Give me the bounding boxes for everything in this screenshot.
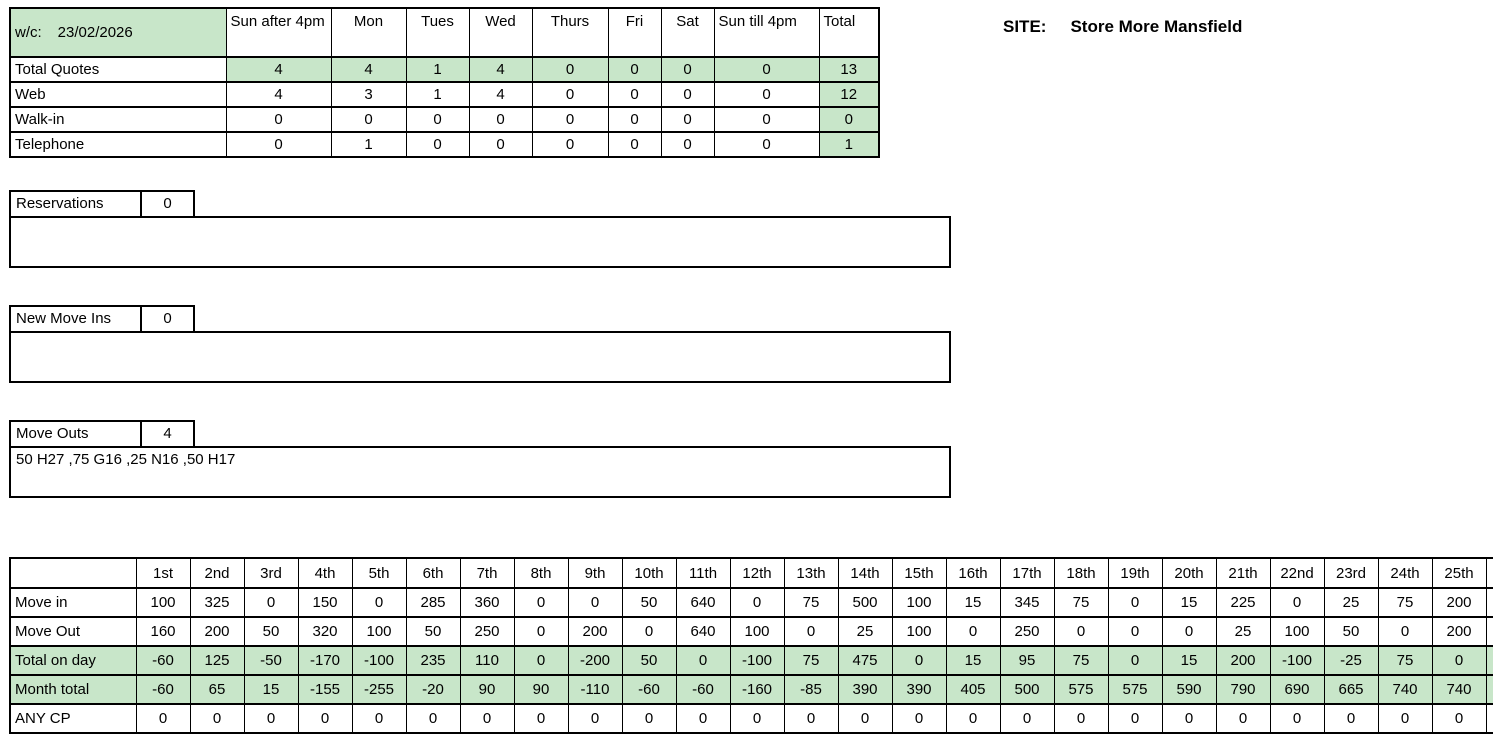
weekly-day-header: Fri [608,8,661,57]
daily-value-cell: 790 [1216,675,1270,704]
daily-value-cell: 0 [136,704,190,733]
daily-value-cell: 15 [1162,588,1216,617]
daily-value-cell: 0 [730,588,784,617]
weekly-row-label: Web [10,82,226,107]
daily-value-cell: 50 [406,617,460,646]
daily-row-label: Total on day [10,646,136,675]
weekly-day-header: Sun till 4pm [714,8,819,57]
daily-value-cell: 0 [1432,646,1486,675]
daily-value-cell: -110 [568,675,622,704]
daily-clipped-cell [1486,617,1493,646]
daily-value-cell: 0 [892,646,946,675]
daily-value-cell: 320 [298,617,352,646]
daily-day-header: 2nd [190,558,244,588]
daily-value-cell: 0 [1108,588,1162,617]
weekly-value-cell: 0 [532,82,608,107]
daily-value-cell: 500 [1000,675,1054,704]
daily-value-cell: 0 [784,704,838,733]
daily-value-cell: 0 [514,588,568,617]
daily-value-cell: 285 [406,588,460,617]
daily-corner-cell [10,558,136,588]
daily-value-cell: 640 [676,588,730,617]
daily-value-cell: -155 [298,675,352,704]
daily-value-cell: 0 [1270,704,1324,733]
daily-value-cell: 740 [1378,675,1432,704]
daily-value-cell: 0 [622,617,676,646]
daily-value-cell: -170 [298,646,352,675]
weekly-value-cell: 0 [608,132,661,157]
daily-value-cell: 65 [190,675,244,704]
daily-day-header: 3rd [244,558,298,588]
daily-value-cell: 235 [406,646,460,675]
daily-value-cell: 200 [568,617,622,646]
daily-value-cell: 50 [1324,617,1378,646]
daily-value-cell: 0 [568,704,622,733]
daily-value-cell: 0 [514,617,568,646]
daily-row [10,704,1493,733]
daily-row-label: Move Out [10,617,136,646]
daily-row-label: Month total [10,675,136,704]
daily-value-cell: 575 [1054,675,1108,704]
daily-value-cell: 0 [190,704,244,733]
daily-value-cell: 90 [514,675,568,704]
section-new-move-ins [9,305,951,383]
weekly-value-cell: 0 [226,132,331,157]
daily-value-cell: 0 [352,704,406,733]
daily-value-cell: 50 [622,588,676,617]
weekly-value-cell: 0 [661,132,714,157]
daily-value-cell: 75 [784,646,838,675]
daily-value-cell: -60 [676,675,730,704]
weekly-value-cell: 0 [608,82,661,107]
weekly-value-cell: 0 [331,107,406,132]
weekly-value-cell: 0 [406,107,469,132]
weekly-day-header: Sat [661,8,714,57]
weekly-value-cell: 0 [714,82,819,107]
daily-value-cell: 0 [568,588,622,617]
daily-value-cell: 390 [892,675,946,704]
daily-value-cell: 0 [514,704,568,733]
weekly-value-cell: 0 [714,57,819,82]
daily-value-cell: 0 [676,646,730,675]
weekly-day-header: Sun after 4pm [226,8,331,57]
daily-value-cell: 200 [190,617,244,646]
daily-value-cell: 575 [1108,675,1162,704]
weekly-row-label: Telephone [10,132,226,157]
daily-row [10,588,1493,617]
daily-value-cell: 15 [946,588,1000,617]
daily-value-cell: 125 [190,646,244,675]
move-outs-notes: 50 H27 ,75 G16 ,25 N16 ,50 H17 [9,446,951,498]
weekly-value-cell: 0 [469,132,532,157]
daily-value-cell: 690 [1270,675,1324,704]
daily-value-cell: 150 [298,588,352,617]
daily-value-cell: 75 [784,588,838,617]
daily-value-cell: -25 [1324,646,1378,675]
daily-value-cell: 475 [838,646,892,675]
section-reservations [9,190,951,268]
daily-day-header: 19th [1108,558,1162,588]
daily-day-header: 12th [730,558,784,588]
daily-value-cell: 90 [460,675,514,704]
weekly-day-header: Mon [331,8,406,57]
daily-value-cell: 0 [244,588,298,617]
weekly-value-cell: 0 [469,107,532,132]
weekly-day-header: Tues [406,8,469,57]
daily-value-cell: 25 [838,617,892,646]
daily-value-cell: 0 [946,617,1000,646]
daily-value-cell: -200 [568,646,622,675]
weekly-value-cell: 4 [469,57,532,82]
weekly-total-cell: 0 [819,107,879,132]
daily-day-header: 11th [676,558,730,588]
daily-value-cell: 0 [1054,704,1108,733]
daily-value-cell: -100 [352,646,406,675]
weekly-day-header: Total [819,8,879,57]
daily-value-cell: 0 [892,704,946,733]
daily-clipped-cell [1486,675,1493,704]
daily-value-cell: 500 [838,588,892,617]
daily-day-header: 8th [514,558,568,588]
weekly-value-cell: 0 [532,57,608,82]
weekly-value-cell: 0 [608,107,661,132]
reservations-notes [9,216,951,268]
daily-value-cell: 405 [946,675,1000,704]
weekly-value-cell: 4 [331,57,406,82]
daily-day-header: 6th [406,558,460,588]
daily-day-header: 5th [352,558,406,588]
weekly-value-cell: 0 [406,132,469,157]
daily-value-cell: 100 [352,617,406,646]
daily-day-header: 20th [1162,558,1216,588]
daily-day-header: 1st [136,558,190,588]
daily-clipped-cell [1486,588,1493,617]
site-header [1003,17,1242,37]
move-outs-label: Move Outs [9,420,142,448]
weekly-total-cell: 13 [819,57,879,82]
site-name: Store More Mansfield [1070,17,1243,36]
daily-value-cell: 0 [1108,704,1162,733]
weekly-quotes-table [9,7,880,158]
daily-value-cell: 200 [1216,646,1270,675]
daily-value-cell: 0 [1108,617,1162,646]
daily-value-cell: 75 [1054,646,1108,675]
weekly-row [10,82,879,107]
weekly-value-cell: 4 [226,82,331,107]
weekly-row [10,57,879,82]
daily-day-header: 9th [568,558,622,588]
weekly-value-cell: 0 [608,57,661,82]
daily-value-cell: 100 [1270,617,1324,646]
weekly-value-cell: 1 [406,82,469,107]
daily-value-cell: 25 [1324,588,1378,617]
daily-value-cell: -100 [730,646,784,675]
daily-value-cell: 0 [1432,704,1486,733]
weekly-header-row [10,8,879,57]
daily-value-cell: 110 [460,646,514,675]
daily-value-cell: 250 [460,617,514,646]
daily-row [10,646,1493,675]
daily-row [10,617,1493,646]
daily-day-header: 7th [460,558,514,588]
daily-day-header: 4th [298,558,352,588]
daily-value-cell: 0 [1162,617,1216,646]
weekly-value-cell: 0 [661,82,714,107]
daily-value-cell: -255 [352,675,406,704]
daily-value-cell: 200 [1432,617,1486,646]
weekly-value-cell: 4 [469,82,532,107]
daily-day-header: 17th [1000,558,1054,588]
weekly-row-label: Total Quotes [10,57,226,82]
daily-value-cell: 640 [676,617,730,646]
move-outs-header [9,420,951,448]
daily-day-header: 16th [946,558,1000,588]
daily-value-cell: -60 [136,646,190,675]
daily-value-cell: 0 [622,704,676,733]
daily-value-cell: 0 [1054,617,1108,646]
weekly-row-label: Walk-in [10,107,226,132]
daily-value-cell: 200 [1432,588,1486,617]
daily-value-cell: 25 [1216,617,1270,646]
daily-day-header: 25th [1432,558,1486,588]
daily-value-cell: 0 [784,617,838,646]
daily-row-label: Move in [10,588,136,617]
daily-value-cell: 50 [622,646,676,675]
weekly-value-cell: 0 [714,132,819,157]
daily-day-header: 22nd [1270,558,1324,588]
weekly-value-cell: 1 [406,57,469,82]
daily-clipped-cell [1486,704,1493,733]
daily-value-cell: 15 [946,646,1000,675]
daily-value-cell: 0 [1216,704,1270,733]
daily-day-header: 10th [622,558,676,588]
daily-value-cell: -60 [136,675,190,704]
weekly-value-cell: 3 [331,82,406,107]
daily-day-header: 21th [1216,558,1270,588]
daily-value-cell: 95 [1000,646,1054,675]
daily-value-cell: 75 [1378,646,1432,675]
new-move-ins-notes [9,331,951,383]
daily-value-cell: -85 [784,675,838,704]
weekly-value-cell: 0 [661,107,714,132]
reservations-label: Reservations [9,190,142,218]
new-move-ins-header [9,305,951,333]
daily-value-cell: 0 [1108,646,1162,675]
daily-clipped-header [1486,558,1493,588]
daily-value-cell: 0 [838,704,892,733]
daily-value-cell: -20 [406,675,460,704]
daily-value-cell: 100 [892,588,946,617]
daily-value-cell: 100 [730,617,784,646]
daily-value-cell: 0 [406,704,460,733]
daily-day-header: 18th [1054,558,1108,588]
daily-value-cell: 50 [244,617,298,646]
daily-value-cell: 0 [1378,617,1432,646]
daily-value-cell: -50 [244,646,298,675]
wc-date: 23/02/2026 [57,24,133,41]
daily-header-row [10,558,1493,588]
daily-value-cell: 0 [1324,704,1378,733]
daily-value-cell: 0 [244,704,298,733]
weekly-value-cell: 4 [226,57,331,82]
daily-value-cell: 390 [838,675,892,704]
daily-value-cell: 0 [730,704,784,733]
daily-value-cell: 0 [1000,704,1054,733]
daily-value-cell: -60 [622,675,676,704]
weekly-day-header: Wed [469,8,532,57]
weekly-value-cell: 0 [226,107,331,132]
new-move-ins-count: 0 [140,305,195,333]
daily-value-cell: 100 [136,588,190,617]
daily-day-header: 23rd [1324,558,1378,588]
daily-row-label: ANY CP [10,704,136,733]
daily-value-cell: -160 [730,675,784,704]
daily-value-cell: 0 [1162,704,1216,733]
daily-value-cell: 250 [1000,617,1054,646]
daily-value-cell: 0 [1270,588,1324,617]
new-move-ins-label: New Move Ins [9,305,142,333]
daily-value-cell: 360 [460,588,514,617]
reservations-header [9,190,951,218]
site-label: SITE: [1003,17,1047,36]
reservations-count: 0 [140,190,195,218]
daily-day-header: 24th [1378,558,1432,588]
daily-value-cell: 590 [1162,675,1216,704]
weekly-value-cell: 0 [532,132,608,157]
daily-value-cell: -100 [1270,646,1324,675]
weekly-total-cell: 1 [819,132,879,157]
daily-value-cell: 15 [1162,646,1216,675]
weekly-row [10,132,879,157]
weekly-total-cell: 12 [819,82,879,107]
daily-value-cell: 665 [1324,675,1378,704]
daily-value-cell: 740 [1432,675,1486,704]
daily-day-header: 15th [892,558,946,588]
daily-value-cell: 0 [352,588,406,617]
daily-value-cell: 0 [1378,704,1432,733]
daily-day-header: 13th [784,558,838,588]
daily-value-cell: 0 [514,646,568,675]
daily-value-cell: 15 [244,675,298,704]
weekly-day-header: Thurs [532,8,608,57]
daily-value-cell: 225 [1216,588,1270,617]
daily-value-cell: 0 [946,704,1000,733]
daily-movement-table [9,557,1493,734]
week-commencing-cell [10,8,226,57]
daily-row [10,675,1493,704]
weekly-value-cell: 0 [661,57,714,82]
daily-value-cell: 0 [298,704,352,733]
wc-label: w/c: [15,24,42,41]
daily-value-cell: 0 [460,704,514,733]
weekly-row [10,107,879,132]
weekly-value-cell: 0 [714,107,819,132]
section-move-outs [9,420,951,498]
daily-value-cell: 160 [136,617,190,646]
daily-day-header: 14th [838,558,892,588]
daily-value-cell: 325 [190,588,244,617]
daily-value-cell: 345 [1000,588,1054,617]
daily-value-cell: 75 [1054,588,1108,617]
daily-value-cell: 75 [1378,588,1432,617]
move-outs-count: 4 [140,420,195,448]
daily-value-cell: 100 [892,617,946,646]
daily-clipped-cell [1486,646,1493,675]
daily-value-cell: 0 [676,704,730,733]
weekly-value-cell: 0 [532,107,608,132]
weekly-value-cell: 1 [331,132,406,157]
